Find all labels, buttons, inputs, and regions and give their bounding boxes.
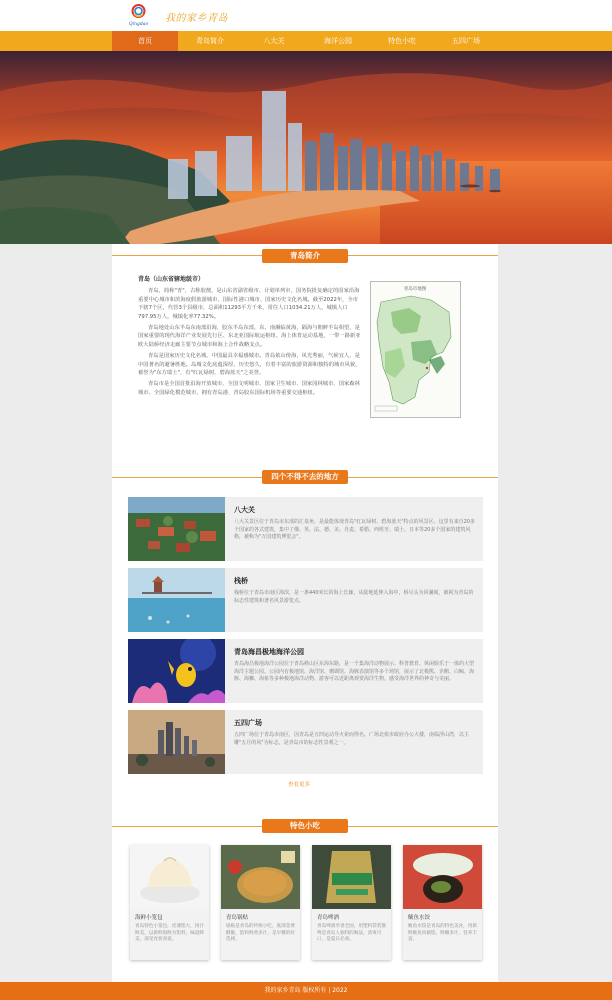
logo-text: Qingdao <box>128 22 149 27</box>
attraction-card-badaguan[interactable] <box>128 497 483 561</box>
divider-line <box>348 255 498 256</box>
site-footer: 我的家乡青岛 版权所有 | 2022 <box>0 982 612 1000</box>
nav-item-home[interactable]: 首页 <box>112 31 178 51</box>
food-title: 海鲜小笼包 <box>135 915 163 921</box>
divider-line <box>112 255 262 256</box>
hero-cityscape-image <box>0 51 612 244</box>
more-attractions-link[interactable]: 查看更多 <box>288 782 311 788</box>
attraction-title: 五四广场 <box>234 719 262 727</box>
attraction-card-ocean-park[interactable] <box>128 639 483 703</box>
guotie-image <box>221 845 300 909</box>
food-card[interactable] <box>130 845 209 960</box>
intro-paragraph: 青岛市是全国首批沿海开放城市、全国文明城市、国家卫生城市、国家园林城市、国家森林城市、全国绿化模范城市，拥有青岛港、青岛胶东国际机场等重要交通枢纽。 <box>138 381 360 396</box>
intro-paragraph: 青岛地处山东半岛东南部沿海，胶东半岛东部，东、南濒临黄海，隔海与朝鲜半岛相望，是国家重要的现代海洋产业发展先行区、东北亚国际航运枢纽、海上体育运动基地，一带一路新亚欧大陆桥经济走廊主要节点城市和海上合作战略支点。 <box>138 325 361 348</box>
logo-icon[interactable] <box>125 2 152 28</box>
divider-line <box>112 826 262 827</box>
intro-paragraph: 青岛，简称"青"，古称胶澳，是山东省副省级市、计划单列市，国务院批复确定的国家沿海重要中心城市和滨海度假旅游城市、国际性港口城市、国家历史文化名城。截至2022年，全市下辖7个区，代管3个县级市，总面积11293平方千米，常住人口1034.21万人，城镇人口797.95万人，城镇化率77.32%。 <box>138 288 360 320</box>
divider-line <box>112 477 262 478</box>
attraction-desc: 八大关景区位于青岛市东部的汇泉角，是最能体现青岛"红瓦绿树、碧海蓝天"特点的风景区。这里有来自20多个国家的各式建筑，集中了俄、英、法、德、美、丹麦、希腊、西班牙、瑞士、日本等20多个国家的建筑风格，被称为"万国建筑博览会"。 <box>234 519 475 540</box>
food-desc: 锅贴是青岛的传统小吃，底部金黄酥脆，馅料鲜香多汁，是早餐的好选择。 <box>226 924 295 942</box>
attraction-card-zhanqiao[interactable] <box>128 568 483 632</box>
nav-item-square[interactable]: 五四广场 <box>452 37 480 45</box>
attractions-section-title: 四个不得不去的地方 <box>262 470 348 484</box>
xiaolongbao-image <box>130 845 209 909</box>
attraction-title: 青岛海昌极地海洋公园 <box>234 648 304 656</box>
nav-item-badaguan[interactable]: 八大关 <box>263 37 285 45</box>
food-section-title: 特色小吃 <box>262 819 348 833</box>
food-title: 青岛锅贴 <box>226 915 249 921</box>
nav-item-food[interactable]: 特色小吃 <box>388 37 416 45</box>
food-card[interactable] <box>312 845 391 960</box>
food-list <box>130 845 482 960</box>
attraction-desc: 五四广场位于青岛市南区，因青岛是五四运动导火索而得名。广场北依市政府办公大楼，南临浮山湾，以主雕"五月的风"为标志，是青岛市的标志性景观之一。 <box>234 732 470 746</box>
food-desc: 青岛啤酒享誉全国，用塑料袋装散啤是青岛人独特的喝法，清爽可口，是夏日必备。 <box>317 924 386 942</box>
ocean-park-image <box>128 639 225 703</box>
site-header <box>0 0 612 31</box>
food-title: 鲅鱼水饺 <box>408 915 431 921</box>
food-desc: 青岛特色小笼包，皮薄馅大，汤汁鲜美，以新鲜海鲜为馅料，味道鲜美，深受食客喜爱。 <box>135 924 204 942</box>
divider-line <box>348 477 498 478</box>
food-title: 青岛啤酒 <box>317 915 340 921</box>
food-desc: 鲅鱼水饺是青岛的特色美食，用新鲜鲅鱼肉做馅，鲜嫩多汁，营养丰富。 <box>408 924 477 942</box>
mackerel-dumpling-image <box>403 845 482 909</box>
intro-section-title: 青岛简介 <box>262 249 348 263</box>
intro-paragraph: 青岛是国家历史文化名城，中国最具幸福感城市。青岛依山傍海，风光秀丽，气候宜人，是中国著名的避暑胜地。岛城文化底蕴深厚，历史悠久，有着丰富的旅游资源和独特的城市风貌，被誉为"东方瑞士"，有"红瓦绿树，碧海蓝天"之美誉。 <box>138 353 361 377</box>
food-card[interactable] <box>221 845 300 960</box>
attraction-desc: 栈桥位于青岛市南区海滨，是一条440米长的海上长廊，从陆地延伸入海中，桥尽头为回澜阁，被视为青岛的标志性建筑和著名风景游览点。 <box>234 590 474 604</box>
site-title: 我的家乡青岛 <box>165 13 228 24</box>
bagged-beer-image <box>312 845 391 909</box>
qingdao-map-image <box>370 281 461 418</box>
attraction-desc: 青岛海昌极地海洋公园位于青岛崂山区东海东路，是一个集海洋动物展示、科普教育、休闲娱乐于一体的大型海洋主题公园。公园内有极地馆、海洋馆、珊瑚馆、海豚表演馆等多个场馆，展示了北极熊、企鹅、白鲸、海豚、海狮、海象等多种极地海洋动物。游客可以近距离观赏海洋生物，感受海洋世界的神奇与美丽。 <box>234 661 475 682</box>
map-title: 青岛市地图 <box>403 287 427 292</box>
hero-banner <box>0 51 612 244</box>
food-card[interactable] <box>403 845 482 960</box>
main-content <box>112 244 498 982</box>
divider-line <box>348 826 498 827</box>
zhanqiao-image <box>128 568 225 632</box>
nav-item-intro[interactable]: 青岛简介 <box>196 37 224 45</box>
attraction-card-may-fourth-square[interactable] <box>128 710 483 774</box>
intro-heading: 青岛（山东省辖地级市） <box>138 276 205 283</box>
main-nav <box>0 31 612 51</box>
attraction-title: 八大关 <box>234 506 255 514</box>
nav-item-ocean-park[interactable]: 海洋公园 <box>324 37 352 45</box>
attraction-title: 栈桥 <box>234 577 248 585</box>
intro-text <box>138 276 363 400</box>
badaguan-image <box>128 497 225 561</box>
may-fourth-square-image <box>128 710 225 774</box>
